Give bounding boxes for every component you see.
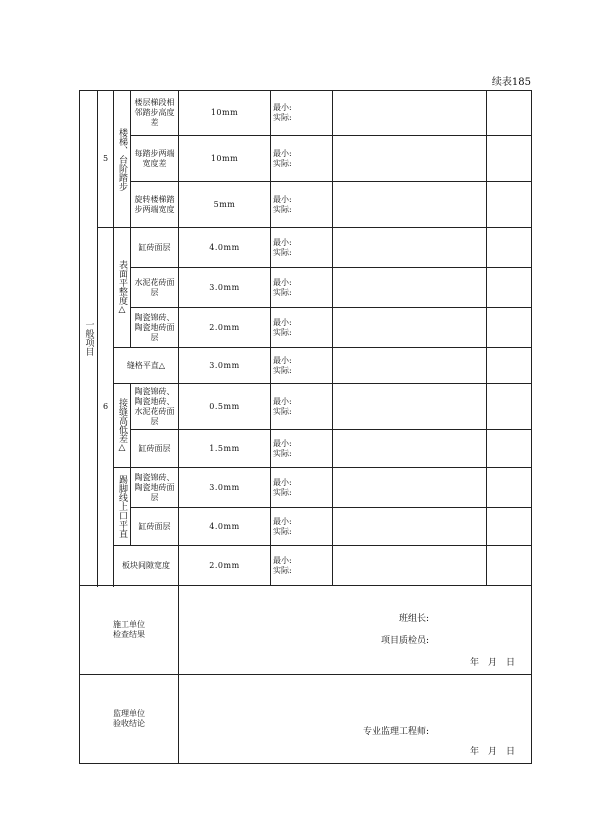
supervision-unit-signature[interactable] bbox=[179, 675, 532, 764]
inspection-table bbox=[79, 90, 532, 764]
group-title-cell bbox=[114, 384, 131, 468]
tolerance: 3.0mm bbox=[179, 268, 271, 308]
form-number: 续表185 bbox=[491, 77, 531, 88]
measure-cell bbox=[271, 268, 333, 308]
item-desc: 缸砖面层 bbox=[131, 508, 179, 546]
tolerance: 10mm bbox=[179, 91, 271, 136]
supervision-title-line2: 验收结论 bbox=[113, 719, 145, 728]
min-label: 最小: bbox=[273, 277, 292, 287]
min-label: 最小: bbox=[273, 237, 292, 247]
construction-title-line1: 施工单位 bbox=[113, 620, 145, 629]
actual-label: 实际: bbox=[273, 448, 292, 458]
tolerance: 2.0mm bbox=[179, 546, 271, 586]
actual-label: 实际: bbox=[273, 113, 292, 122]
actual-label: 实际: bbox=[273, 406, 292, 416]
item-desc: 每踏步两端宽度差 bbox=[131, 136, 179, 182]
min-label: 最小: bbox=[273, 148, 292, 158]
actual-label: 实际: bbox=[273, 365, 292, 375]
construction-date: 年 月 日 bbox=[469, 658, 515, 668]
item-number: 5 bbox=[102, 154, 109, 163]
item-desc: 缸砖面层 bbox=[131, 430, 179, 468]
measure-cell bbox=[271, 136, 333, 182]
supervision-date: 年 月 日 bbox=[469, 747, 515, 757]
min-label: 最小: bbox=[273, 103, 292, 112]
actual-label: 实际: bbox=[273, 204, 292, 214]
table-row bbox=[80, 546, 532, 586]
measure-cell bbox=[271, 384, 333, 430]
result-cell[interactable] bbox=[333, 546, 487, 586]
item-number-cell bbox=[98, 91, 114, 228]
item-desc: 陶瓷锦砖、陶瓷地砖面层 bbox=[131, 308, 179, 348]
remark-cell[interactable] bbox=[487, 384, 532, 430]
min-label: 最小: bbox=[273, 555, 292, 565]
remark-cell[interactable] bbox=[487, 136, 532, 182]
measure-cell bbox=[271, 508, 333, 546]
tolerance: 3.0mm bbox=[179, 468, 271, 508]
measure-cell bbox=[271, 182, 333, 228]
min-label: 最小: bbox=[273, 438, 292, 448]
construction-unit-title bbox=[80, 586, 179, 675]
min-label: 最小: bbox=[273, 516, 292, 526]
tolerance: 0.5mm bbox=[179, 384, 271, 430]
group-title: 楼梯、台阶踏步 bbox=[117, 127, 127, 191]
result-cell[interactable] bbox=[333, 468, 487, 508]
supervision-unit-title bbox=[80, 675, 179, 764]
measure-cell bbox=[271, 546, 333, 586]
remark-cell[interactable] bbox=[487, 468, 532, 508]
item-desc: 旋转楼梯踏步两端宽度 bbox=[131, 182, 179, 228]
construction-unit-signature[interactable] bbox=[179, 586, 532, 675]
remark-cell[interactable] bbox=[487, 228, 532, 268]
remark-cell[interactable] bbox=[487, 546, 532, 586]
measure-cell bbox=[271, 348, 333, 384]
tolerance: 5mm bbox=[179, 182, 271, 228]
group-title-cell bbox=[114, 468, 131, 546]
item-desc: 楼层梯段相邻踏步高度差 bbox=[131, 91, 179, 136]
remark-cell[interactable] bbox=[487, 308, 532, 348]
result-cell[interactable] bbox=[333, 508, 487, 546]
remark-cell[interactable] bbox=[487, 268, 532, 308]
group-title: 接缝高低差△ bbox=[117, 398, 127, 453]
category-cell bbox=[80, 91, 98, 586]
result-cell[interactable] bbox=[333, 430, 487, 468]
table-row bbox=[80, 91, 532, 136]
table-row bbox=[80, 468, 532, 508]
remark-cell[interactable] bbox=[487, 182, 532, 228]
min-label: 最小: bbox=[273, 396, 292, 406]
actual-label: 实际: bbox=[273, 327, 292, 337]
table-row bbox=[80, 508, 532, 546]
measure-cell bbox=[271, 228, 333, 268]
measure-cell bbox=[271, 308, 333, 348]
item-desc: 板块间隙宽度 bbox=[114, 546, 179, 586]
item-desc: 陶瓷锦砖、陶瓷地砖面层 bbox=[131, 468, 179, 508]
min-label: 最小: bbox=[273, 194, 292, 204]
result-cell[interactable] bbox=[333, 136, 487, 182]
item-desc: 缸砖面层 bbox=[131, 228, 179, 268]
result-cell[interactable] bbox=[333, 228, 487, 268]
item-desc: 陶瓷锦砖、陶瓷地砖、水泥花砖面层 bbox=[131, 384, 179, 430]
min-label: 最小: bbox=[273, 317, 292, 327]
remark-cell[interactable] bbox=[487, 508, 532, 546]
item-number-cell bbox=[98, 228, 114, 586]
group-title: 踢脚线上口平直 bbox=[117, 475, 127, 538]
remark-cell[interactable] bbox=[487, 348, 532, 384]
table-row bbox=[80, 182, 532, 228]
result-cell[interactable] bbox=[333, 268, 487, 308]
inspector-label: 项目质检员: bbox=[380, 636, 429, 646]
construction-title-line2: 检查结果 bbox=[113, 630, 145, 639]
team-leader-label: 班组长: bbox=[398, 614, 429, 624]
tolerance: 10mm bbox=[179, 136, 271, 182]
table-row bbox=[80, 308, 532, 348]
result-cell[interactable] bbox=[333, 384, 487, 430]
group-title-cell bbox=[114, 228, 131, 348]
table-row bbox=[80, 348, 532, 384]
table-row bbox=[80, 384, 532, 430]
table-row bbox=[80, 228, 532, 268]
table-row bbox=[80, 430, 532, 468]
actual-label: 实际: bbox=[273, 565, 292, 575]
measure-cell bbox=[271, 91, 333, 136]
actual-label: 实际: bbox=[273, 526, 292, 536]
tolerance: 4.0mm bbox=[179, 508, 271, 546]
tolerance: 3.0mm bbox=[179, 348, 271, 384]
item-desc: 水泥花砖面层 bbox=[131, 268, 179, 308]
table-row bbox=[80, 268, 532, 308]
measure-cell bbox=[271, 430, 333, 468]
tolerance: 4.0mm bbox=[179, 228, 271, 268]
item-desc: 缝格平直△ bbox=[114, 348, 179, 384]
result-cell[interactable] bbox=[333, 308, 487, 348]
supervision-unit-row bbox=[80, 675, 532, 764]
result-cell[interactable] bbox=[333, 348, 487, 384]
category-label: 一般项目 bbox=[83, 320, 94, 356]
table-row bbox=[80, 136, 532, 182]
actual-label: 实际: bbox=[273, 287, 292, 297]
group-title-cell bbox=[114, 91, 131, 228]
measure-cell bbox=[271, 468, 333, 508]
result-cell[interactable] bbox=[333, 182, 487, 228]
result-cell[interactable] bbox=[333, 91, 487, 136]
item-number: 6 bbox=[102, 401, 109, 411]
tolerance: 1.5mm bbox=[179, 430, 271, 468]
construction-unit-row bbox=[80, 586, 532, 675]
actual-label: 实际: bbox=[273, 158, 292, 168]
actual-label: 实际: bbox=[273, 247, 292, 257]
engineer-label: 专业监理工程师: bbox=[362, 727, 429, 737]
tolerance: 2.0mm bbox=[179, 308, 271, 348]
min-label: 最小: bbox=[273, 355, 292, 365]
min-label: 最小: bbox=[273, 477, 292, 487]
supervision-title-line1: 监理单位 bbox=[113, 709, 145, 718]
group-title: 表面平整度△ bbox=[117, 260, 127, 315]
remark-cell[interactable] bbox=[487, 91, 532, 136]
actual-label: 实际: bbox=[273, 487, 292, 497]
remark-cell[interactable] bbox=[487, 430, 532, 468]
